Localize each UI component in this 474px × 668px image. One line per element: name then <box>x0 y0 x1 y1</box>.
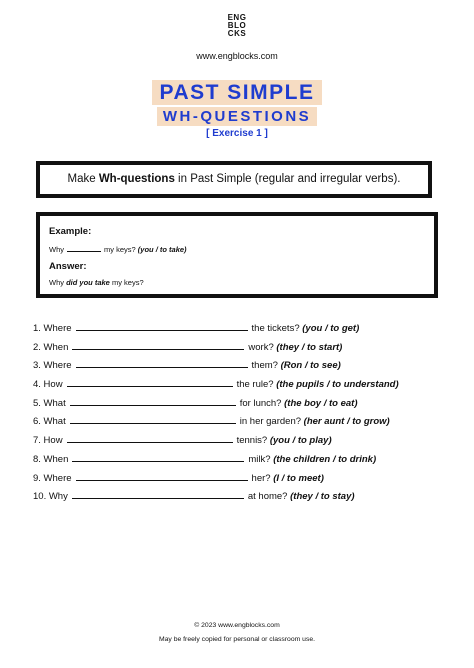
site-url[interactable]: www.engblocks.com <box>196 51 278 61</box>
answer-blank[interactable] <box>70 395 236 406</box>
item-hint: (they / to start) <box>276 341 343 353</box>
instruction-box <box>36 161 432 198</box>
item-lead: 1. Where <box>33 323 72 334</box>
footer-note: May be freely copied for personal or classroom use. <box>158 636 316 643</box>
item-hint: (I / to meet) <box>273 472 324 484</box>
answer-blank[interactable] <box>72 451 244 462</box>
item-lead: 5. What <box>33 397 66 409</box>
footer-copyright: © 2023 www.engblocks.com <box>194 622 280 629</box>
answer-highlight: did you take <box>66 278 110 287</box>
exercise-item <box>33 432 453 451</box>
item-lead: 8. When <box>33 453 69 465</box>
instruction-text-before: Make <box>67 173 99 185</box>
answer-blank[interactable] <box>76 357 248 368</box>
answer-blank[interactable] <box>72 488 244 499</box>
logo-line: CKS <box>227 29 247 38</box>
item-hint: (the pupils / to understand) <box>276 379 399 391</box>
answer-blank[interactable] <box>76 320 248 331</box>
item-hint: (the children / to drink) <box>273 453 377 465</box>
item-hint: (you / to play) <box>269 435 332 447</box>
logo-line: ENG <box>227 13 247 22</box>
item-lead: 6. What <box>33 416 66 428</box>
exercise-item <box>33 376 453 395</box>
item-hint: (Ron / to see) <box>280 360 341 372</box>
instruction-text-bold: Wh-questions <box>98 173 175 185</box>
item-hint: (the boy / to eat) <box>284 397 358 409</box>
exercise-item <box>33 470 453 489</box>
answer-start: Why <box>49 278 67 287</box>
item-hint: (you / to get) <box>302 323 360 334</box>
example-sentence-start: Why <box>49 245 64 254</box>
logo-line: BLO <box>227 21 247 30</box>
exercise-item <box>33 320 453 339</box>
item-lead: 4. How <box>33 379 63 391</box>
page-title: PAST SIMPLE <box>152 80 323 105</box>
example-blank <box>67 244 101 252</box>
item-rest: the rule? <box>236 379 274 391</box>
exercise-item <box>33 357 453 376</box>
example-label: Example: <box>49 226 92 237</box>
item-rest: her? <box>251 472 271 484</box>
item-lead: 10. Why <box>33 491 68 503</box>
answer-blank[interactable] <box>70 413 236 424</box>
example-sentence-end: my keys? <box>104 245 136 254</box>
answer-end: my keys? <box>109 278 144 287</box>
item-rest: the tickets? <box>251 323 300 334</box>
item-rest: at home? <box>247 491 288 503</box>
exercise-list <box>33 320 453 507</box>
item-rest: work? <box>248 341 274 353</box>
page-subtitle: WH-QUESTIONS <box>157 107 317 126</box>
example-hint: (you / to take) <box>137 245 187 254</box>
exercise-item <box>33 488 453 507</box>
instruction-text-after: in Past Simple (regular and irregular verbs). <box>174 173 401 185</box>
exercise-label: [ Exercise 1 ] <box>206 128 268 139</box>
exercise-item <box>33 395 453 414</box>
answer-blank[interactable] <box>72 339 244 350</box>
engblocks-logo <box>225 14 249 38</box>
answer-blank[interactable] <box>76 470 248 481</box>
item-rest: them? <box>251 360 278 372</box>
answer-label: Answer: <box>49 261 87 272</box>
item-rest: in her garden? <box>239 416 302 428</box>
example-box <box>36 212 438 298</box>
exercise-item <box>33 413 453 432</box>
item-lead: 2. When <box>33 341 69 353</box>
answer-blank[interactable] <box>67 376 233 387</box>
exercise-item <box>33 339 453 358</box>
item-hint: (her aunt / to grow) <box>303 416 390 428</box>
example-sentence <box>49 244 187 254</box>
item-hint: (they / to stay) <box>290 491 355 503</box>
item-rest: milk? <box>248 453 271 465</box>
exercise-item <box>33 451 453 470</box>
item-lead: 9. Where <box>33 472 72 484</box>
answer-sentence <box>49 278 144 287</box>
item-lead: 7. How <box>33 435 63 447</box>
item-rest: tennis? <box>236 435 268 447</box>
answer-blank[interactable] <box>67 432 233 443</box>
item-rest: for lunch? <box>239 397 282 409</box>
item-lead: 3. Where <box>33 360 72 372</box>
